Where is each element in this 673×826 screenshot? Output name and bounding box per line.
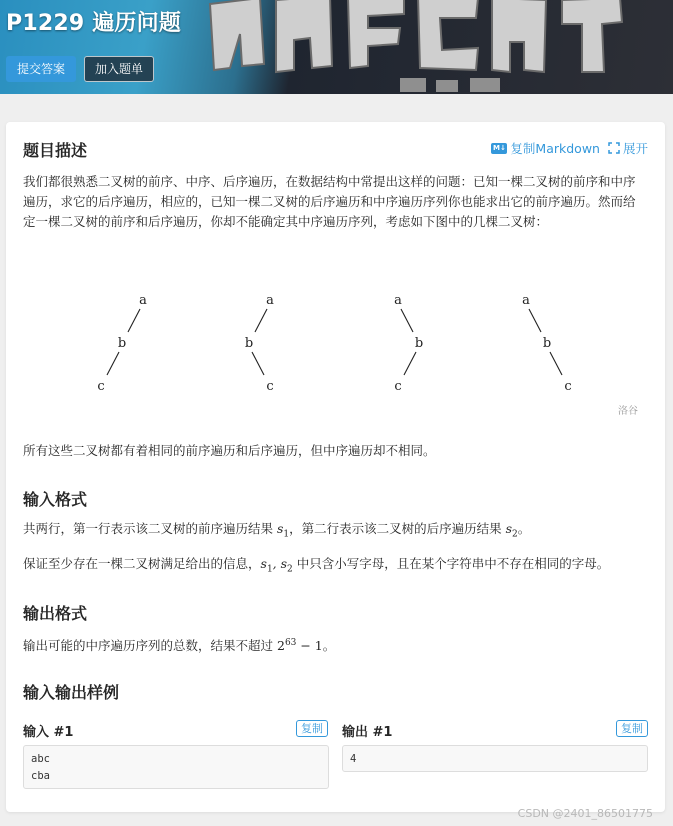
tree3-node-a: a xyxy=(394,293,402,308)
math-comma: , xyxy=(272,556,281,571)
math-s1-var: s xyxy=(276,521,284,536)
tree2-edge-ab xyxy=(255,309,267,332)
input-format-text-a: 共两行，第一行表示该二叉树的前序遍历结果 xyxy=(23,521,277,536)
description-paragraph-1: 我们都很熟悉二叉树的前序、中序、后序遍历，在数据结构中常提出这样的问题：已知一棵二叉树的前序和中序遍历，求它的后序遍历，相应的，已知一棵二叉树的后序遍历和中序遍历序列你也能求出它的前序遍历。然而给定一棵二叉树的前序和后序遍历，你却不能确定其中序遍历序列，考虑如下图中的几棵二叉树： xyxy=(23,174,636,229)
math-base: 2 xyxy=(276,638,285,654)
problem-card xyxy=(6,122,665,812)
sample-input-box[interactable]: abc cba xyxy=(23,745,329,789)
tree2-node-c: c xyxy=(266,379,274,394)
input-format-text-d: 保证至少存在一棵二叉树满足给出的信息， xyxy=(23,556,261,571)
math-2-pow-63 xyxy=(277,638,323,653)
input-format-heading: 输入格式 xyxy=(23,490,88,509)
math-s2-sub: 2 xyxy=(512,529,518,540)
tree4-node-c: c xyxy=(564,379,572,394)
tree1-edge-bc xyxy=(107,352,119,375)
tree4-node-a: a xyxy=(522,293,530,308)
tree2-edge-bc xyxy=(252,352,264,375)
math-s2-var: s xyxy=(505,521,513,536)
math-s1 xyxy=(276,521,290,540)
tree1-node-c: c xyxy=(97,379,105,394)
input-format-text-b: ，第二行表示该二叉树的后序遍历结果 xyxy=(289,521,506,536)
input-format-text-c: 。 xyxy=(517,521,531,536)
math-s2b-var: s xyxy=(280,556,288,571)
math-s2 xyxy=(505,521,518,540)
tree4-edge-bc xyxy=(550,352,562,375)
copy-markdown-button[interactable] xyxy=(491,139,600,157)
output-format-text-b: 。 xyxy=(322,638,336,654)
tree1-node-a: a xyxy=(139,293,147,308)
copy-markdown-label: 复制Markdown xyxy=(510,141,600,156)
output-format-heading: 输出格式 xyxy=(23,604,88,623)
expand-label: 展开 xyxy=(622,141,648,156)
tree1-node-b: b xyxy=(117,336,127,351)
description-heading: 题目描述 xyxy=(23,141,88,160)
output-format-text-a: 输出可能的中序遍历序列的总数，结果不超过 xyxy=(23,638,277,654)
math-s2b-sub: 2 xyxy=(287,564,293,575)
description-paragraph-2: 所有这些二叉树都有着相同的前序遍历和后序遍历，但中序遍历却不相同。 xyxy=(23,443,436,458)
math-rest: − 1 xyxy=(296,638,323,654)
tree4-edge-ab xyxy=(529,309,541,332)
markdown-icon: M↓ xyxy=(493,143,506,152)
tree3-node-b: b xyxy=(414,336,424,351)
input-format-line-1 xyxy=(23,519,645,545)
description-toolbar xyxy=(491,139,648,157)
tree3-edge-ab xyxy=(401,309,413,332)
tree4-node-b: b xyxy=(542,336,552,351)
sample-input-label: 输入 #1 xyxy=(23,725,74,740)
figure-source-label: 洛谷 xyxy=(618,406,638,417)
tree2-node-b: b xyxy=(244,336,254,351)
problem-title: P1229 遍历问题 xyxy=(6,11,182,36)
sample-output-label: 输出 #1 xyxy=(342,725,393,740)
sample-output-box[interactable]: 4 xyxy=(342,745,648,772)
math-s1b-sub: 1 xyxy=(266,564,273,575)
banner-artwork xyxy=(190,0,673,94)
math-s1-sub: 1 xyxy=(283,529,290,540)
input-format-line-2 xyxy=(23,554,645,580)
samples-heading: 输入输出样例 xyxy=(23,683,120,702)
math-s1-s2 xyxy=(260,556,293,575)
math-s1b-var: s xyxy=(260,556,267,571)
input-format-text-e: 中只含小写字母，且在某个字符串中不存在相同的字母。 xyxy=(292,556,610,571)
tree3-node-c: c xyxy=(394,379,402,394)
math-exp: 63 xyxy=(284,638,297,648)
expand-icon xyxy=(608,142,620,154)
output-format-line xyxy=(23,633,645,656)
tree2-node-a: a xyxy=(266,293,274,308)
copy-input-button[interactable]: 复制 xyxy=(296,720,328,737)
csdn-watermark: CSDN @2401_86501775 xyxy=(517,807,653,820)
binary-trees-figure xyxy=(66,284,606,404)
tree3-edge-bc xyxy=(404,352,416,375)
header-banner xyxy=(0,0,673,94)
copy-output-button[interactable]: 复制 xyxy=(616,720,648,737)
tree1-edge-ab xyxy=(128,309,140,332)
add-to-problem-list-button[interactable]: 加入题单 xyxy=(84,56,154,82)
submit-answer-button[interactable]: 提交答案 xyxy=(6,56,76,82)
expand-button[interactable] xyxy=(608,139,648,157)
